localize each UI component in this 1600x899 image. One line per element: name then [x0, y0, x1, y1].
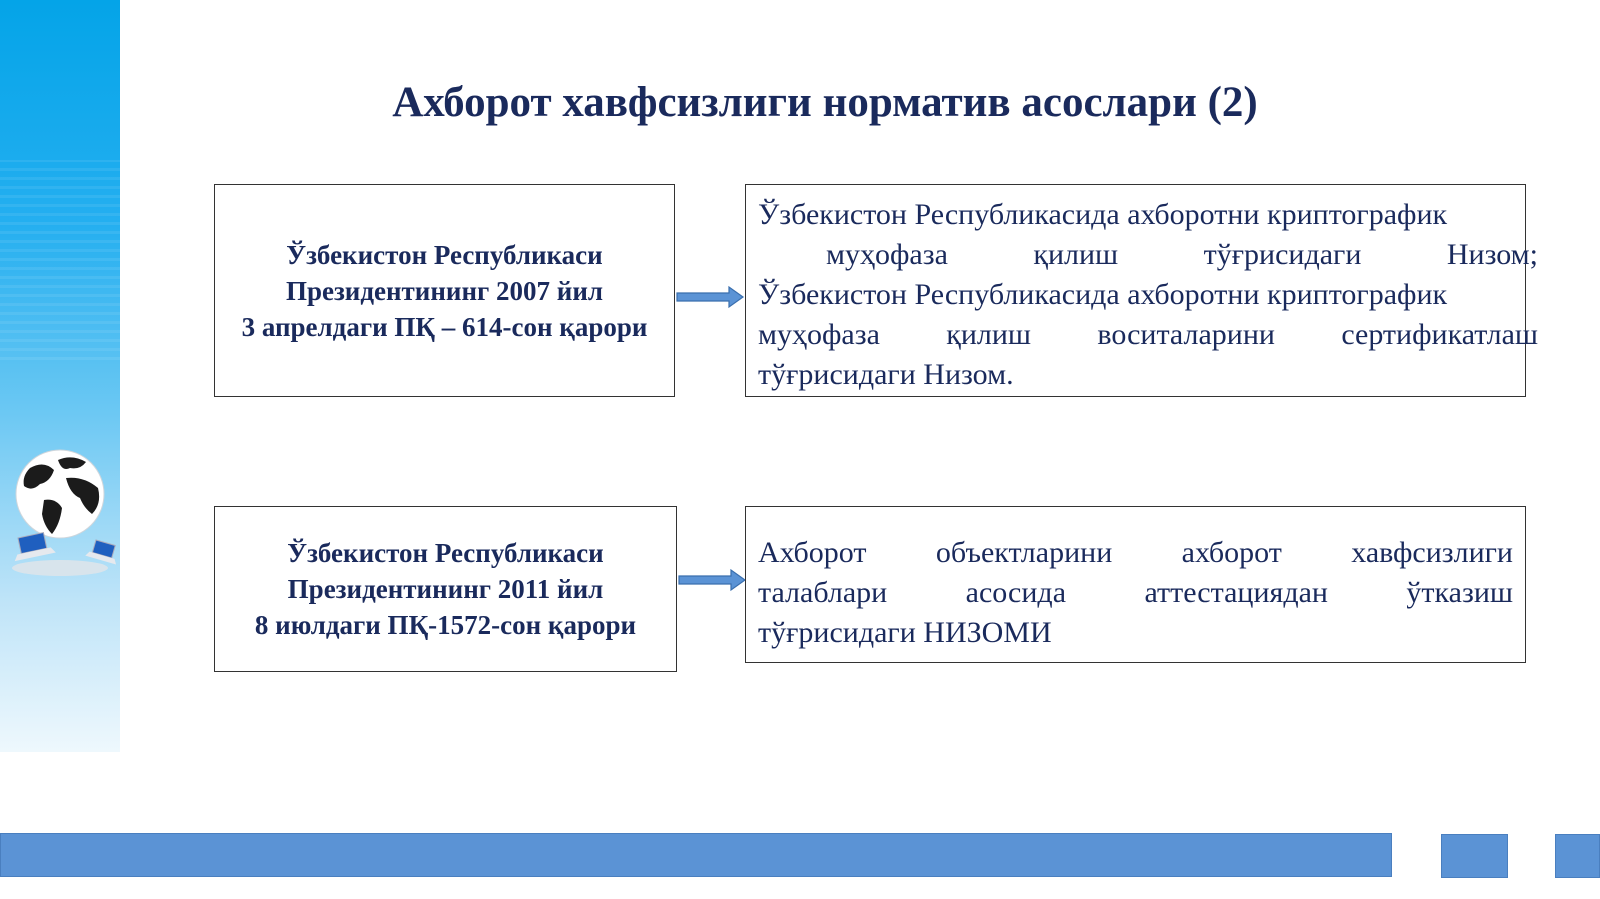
footer-block	[1441, 834, 1508, 878]
regulation-line: муҳофаза қилиш воситаларини сертификатлаш	[758, 318, 1538, 351]
decree-line: Президентининг 2007 йил	[285, 275, 604, 306]
regulation-line: муҳофаза қилиш тўғрисидаги Низом;	[826, 238, 1538, 271]
decree-line: Ўзбекистон Республикаси	[286, 239, 603, 270]
side-strip-texture	[0, 160, 120, 360]
decree-line: Президентининг 2011 йил	[287, 574, 604, 604]
footer-block	[1555, 834, 1600, 878]
regulation-line: тўғрисидаги Низом.	[758, 358, 1014, 391]
globe-network-icon	[10, 448, 122, 588]
decree-line: 8 июлдаги ПҚ-1572-сон қарори	[254, 610, 637, 640]
decree-line: 3 апрелдаги ПҚ – 614-сон қарори	[241, 311, 648, 342]
regulation-line: Ўзбекистон Республикасида ахборотни криптографик	[758, 278, 1448, 311]
footer-bar	[0, 833, 1392, 877]
slide-title: Ахборот хавфсизлиги норматив асослари (2)	[392, 79, 1258, 126]
regulation-line: Ахборот объектларини ахборот хавфсизлиги	[758, 536, 1513, 569]
decree-box-2007	[214, 184, 675, 397]
arrow-right-icon	[677, 568, 747, 592]
arrow-right-icon	[675, 285, 745, 309]
regulation-box-1	[745, 184, 1538, 397]
regulation-line: Ўзбекистон Республикасида ахборотни криптографик	[758, 198, 1448, 231]
decree-line: Ўзбекистон Республикаси	[287, 538, 604, 568]
regulation-line: тўғрисидаги НИЗОМИ	[758, 616, 1052, 649]
regulation-box-2	[745, 506, 1526, 663]
regulation-line: талаблари асосида аттестациядан ўтказиш	[758, 576, 1513, 609]
decree-box-2011	[214, 506, 677, 672]
